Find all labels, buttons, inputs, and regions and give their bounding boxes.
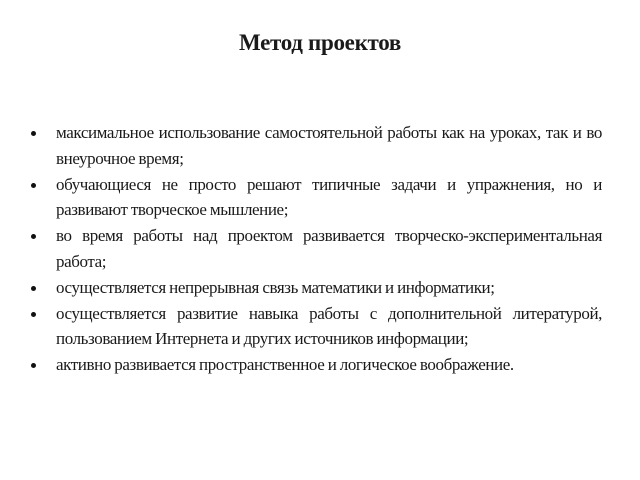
list-item-text: активно развивается пространственное и логическое воображение.	[56, 355, 514, 374]
list-item-text: обучающиеся не просто решают типичные задачи и упражнения, но и развивают творческое мышление;	[56, 174, 602, 219]
bullet-icon	[31, 286, 36, 291]
list-item	[56, 275, 602, 301]
list-item	[56, 223, 602, 274]
bullet-icon	[31, 312, 36, 317]
slide-title: Метод проектов	[239, 30, 401, 55]
list-item	[56, 172, 602, 223]
list-item	[56, 352, 602, 378]
bullet-icon	[31, 131, 36, 136]
list-item-text: осуществляется непрерывная связь математики и информатики;	[56, 277, 495, 297]
list-item	[56, 301, 602, 352]
bullet-list	[56, 120, 602, 378]
list-item	[56, 120, 602, 171]
list-item-text: осуществляется развитие навыка работы с дополнительной литературой, пользованием Интернета и других источников информации;	[56, 303, 602, 348]
bullet-icon	[31, 183, 36, 188]
bullet-icon	[31, 234, 36, 239]
list-item-text: максимальное использование самостоятельной работы как на уроках, так и во внеурочное время;	[56, 123, 602, 168]
bullet-icon	[31, 363, 36, 368]
list-item-text: во время работы над проектом развивается творческо-экспериментальная работа;	[56, 226, 602, 271]
